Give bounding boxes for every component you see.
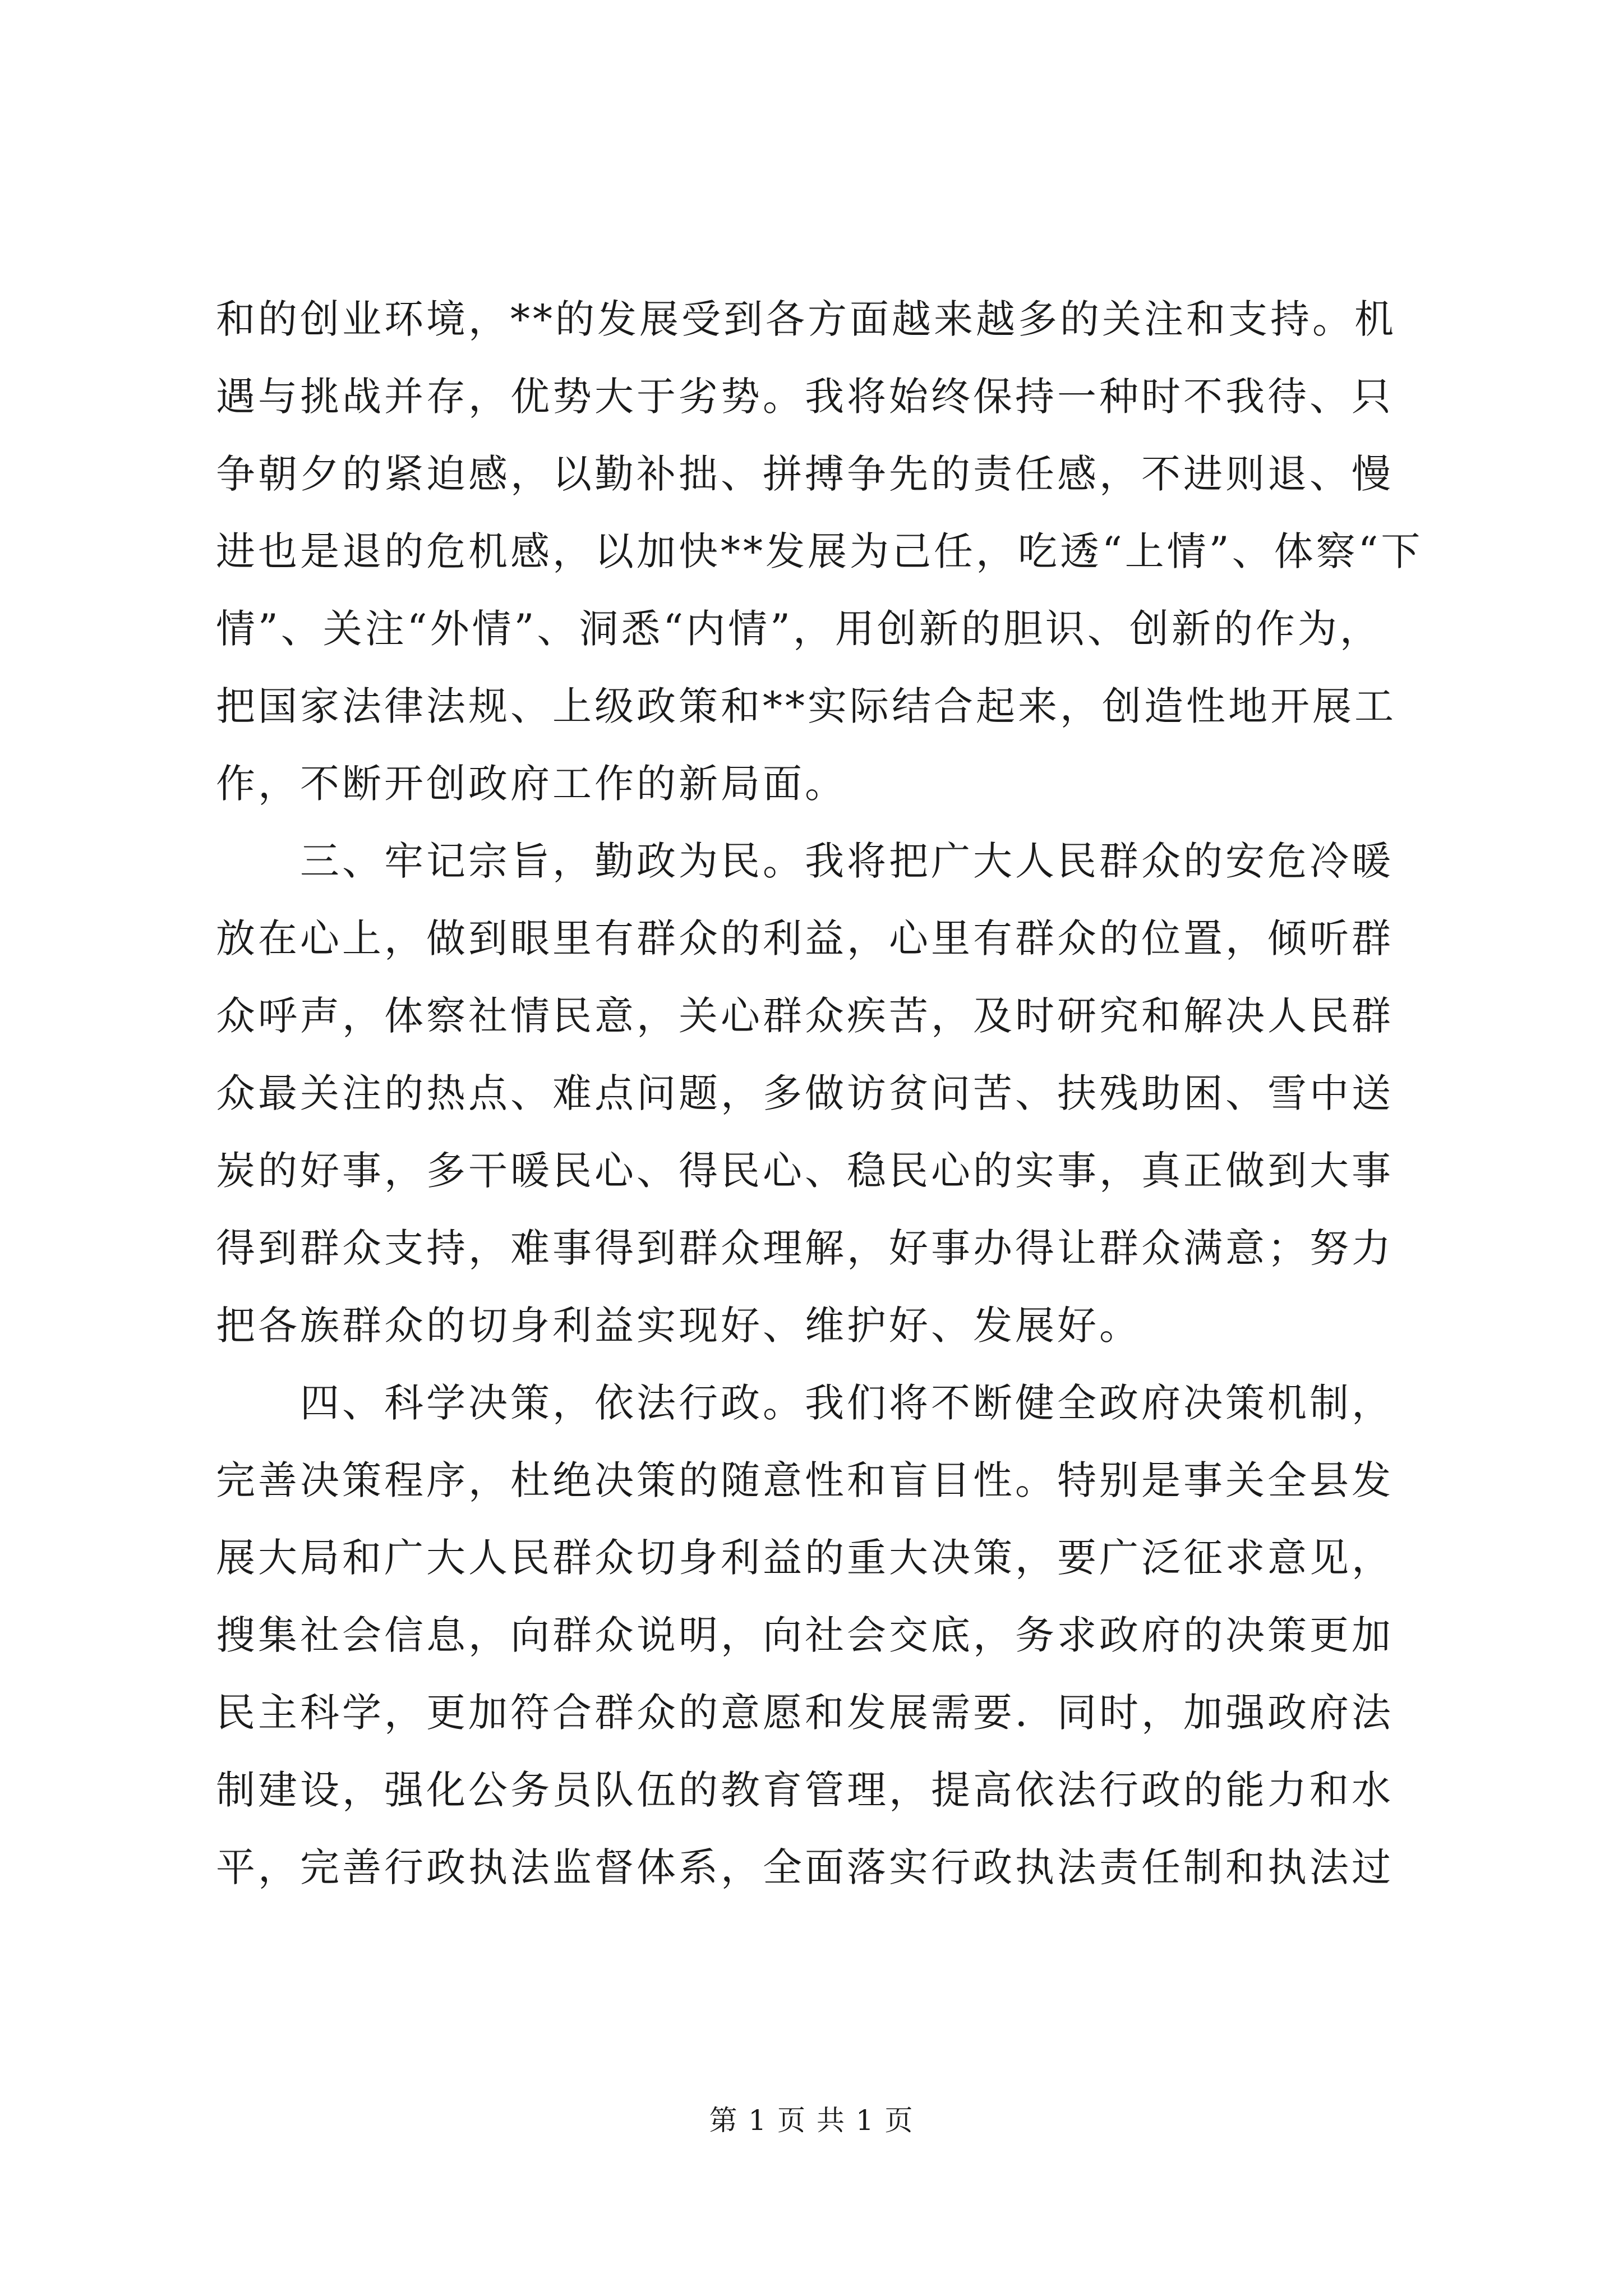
text-line: 平，完善行政执法监督体系，全面落实行政执法责任制和执法过 bbox=[216, 1844, 1394, 1890]
section-four-heading-line: 四、科学决策，依法行政。我们将不断健全政府决策机制， bbox=[300, 1380, 1394, 1426]
text-line: 争朝夕的紧迫感，以勤补拙、拼搏争先的责任感，不进则退、慢 bbox=[216, 451, 1394, 497]
text-line: 把各族群众的切身利益实现好、维护好、发展好。 bbox=[216, 1303, 1141, 1349]
text-line: 遇与挑战并存，优势大于劣势。我将始终保持一种时不我待、只 bbox=[216, 374, 1394, 420]
text-line: 放在心上，做到眼里有群众的利益，心里有群众的位置，倾听群 bbox=[216, 915, 1394, 961]
section-three-heading-line: 三、牢记宗旨，勤政为民。我将把广大人民群众的安危冷暖 bbox=[300, 838, 1394, 884]
text-line: 进也是退的危机感，以加快**发展为己任，吃透“上情”、体察“下 bbox=[216, 528, 1423, 574]
page-number-footer: 第 1 页 共 1 页 bbox=[709, 2104, 914, 2137]
text-line: 得到群众支持，难事得到群众理解，好事办得让群众满意；努力 bbox=[216, 1225, 1394, 1271]
text-line: 制建设，强化公务员队伍的教育管理，提高依法行政的能力和水 bbox=[216, 1767, 1394, 1813]
text-line: 展大局和广大人民群众切身利益的重大决策，要广泛征求意见， bbox=[216, 1535, 1394, 1581]
text-line: 和的创业环境，**的发展受到各方面越来越多的关注和支持。机 bbox=[216, 296, 1396, 342]
text-line: 众呼声，体察社情民意，关心群众疾苦，及时研究和解决人民群 bbox=[216, 993, 1394, 1039]
document-body bbox=[216, 280, 1438, 1906]
text-line: 情”、关注“外情”、洞悉“内情”，用创新的胆识、创新的作为， bbox=[216, 606, 1382, 652]
text-line: 炭的好事，多干暖民心、得民心、稳民心的实事，真正做到大事 bbox=[216, 1148, 1394, 1194]
text-line: 完善决策程序，杜绝决策的随意性和盲目性。特别是事关全县发 bbox=[216, 1457, 1394, 1503]
text-line: 作，不断开创政府工作的新局面。 bbox=[216, 761, 847, 807]
text-line: 民主科学，更加符合群众的意愿和发展需要．同时，加强政府法 bbox=[216, 1690, 1394, 1736]
text-line: 众最关注的热点、难点问题，多做访贫问苦、扶残助困、雪中送 bbox=[216, 1070, 1394, 1116]
text-line: 把国家法律法规、上级政策和**实际结合起来，创造性地开展工 bbox=[216, 683, 1396, 729]
text-line: 搜集社会信息，向群众说明，向社会交底，务求政府的决策更加 bbox=[216, 1612, 1394, 1658]
